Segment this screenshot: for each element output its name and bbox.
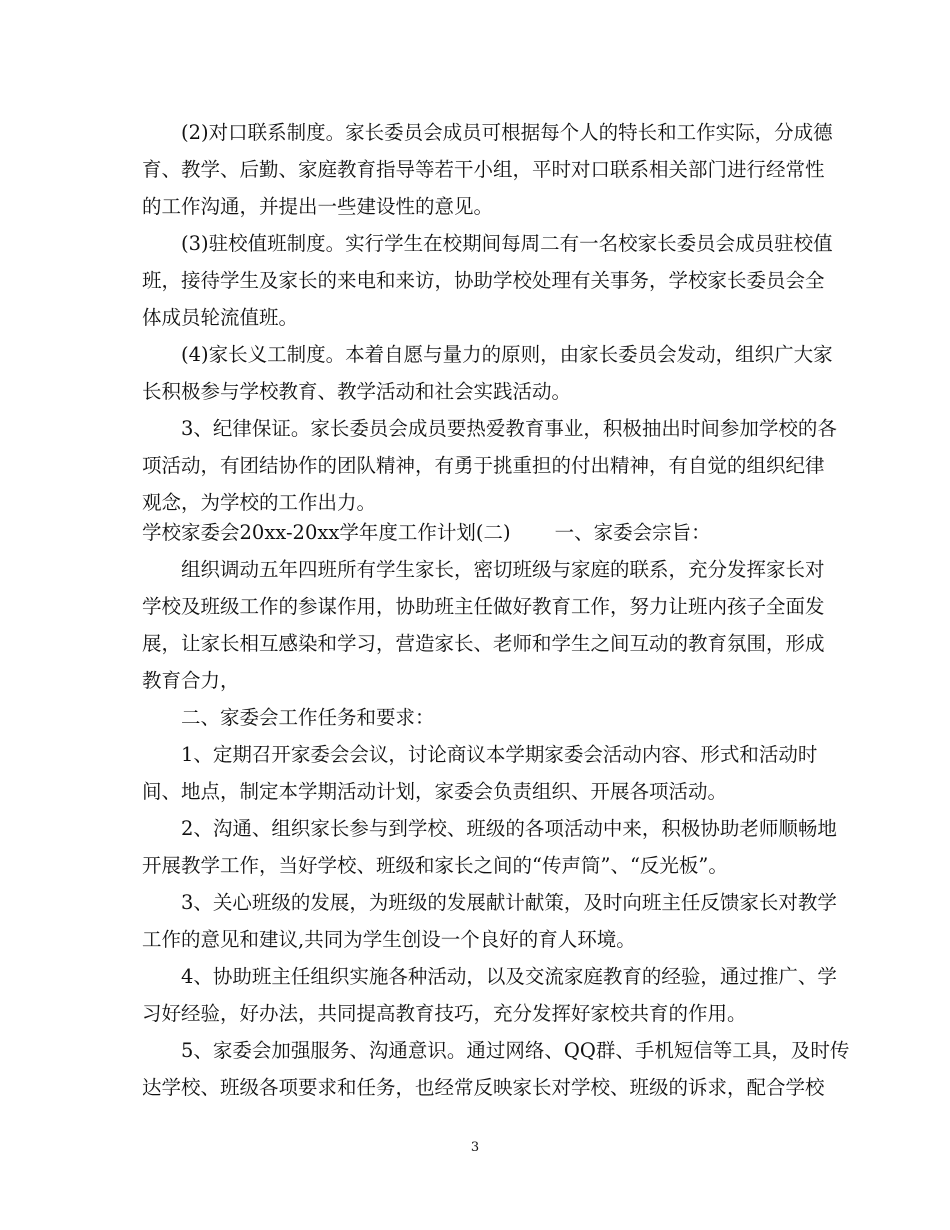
text-line: 4、协助班主任组织实施各种活动，以及交流家庭教育的经验，通过推广、学 [181, 965, 837, 988]
text-line: 的工作沟通，并提出一些建设性的意见。 [142, 195, 494, 218]
paragraph-task-4 [142, 958, 837, 1032]
text-line: 二、家委会工作任务和要求： [181, 706, 435, 729]
paragraph-purpose [142, 551, 825, 699]
text-line: 间、地点，制定本学期活动计划，家委会负责组织、开展各项活动。 [142, 780, 728, 803]
text-line: 学校及班级工作的参谋作用，协助班主任做好教育工作，努力让班内孩子全面发 [142, 595, 825, 618]
section-heading-purpose: 一、家委会宗旨： [554, 521, 711, 544]
text-line: 达学校、班级各项要求和任务，也经常反映家长对学校、班级的诉求，配合学校 [142, 1076, 825, 1099]
text-line: 2、沟通、组织家长参与到学校、班级的各项活动中来，积极协助老师顺畅地 [181, 817, 837, 840]
text-line: 1、定期召开家委会会议，讨论商议本学期家委会活动内容、形式和活动时 [181, 743, 818, 766]
text-line: 3、关心班级的发展，为班级的发展献计献策，及时向班主任反馈家长对教学 [181, 891, 837, 914]
text-line: 育、教学、后勤、家庭教育指导等若干小组，平时对口联系相关部门进行经常性 [142, 158, 825, 181]
text-line: 展，让家长相互感染和学习，营造家长、老师和学生之间互动的教育氛围，形成 [142, 632, 825, 655]
text-line: (4)家长义工制度。本着自愿与量力的原则，由家长委员会发动，组织广大家 [181, 343, 833, 366]
text-line: 观念，为学校的工作出力。 [142, 491, 377, 514]
text-line: (3)驻校值班制度。实行学生在校期间每周二有一名校家长委员会成员驻校值 [181, 232, 833, 255]
text-line: 组织调动五年四班所有学生家长，密切班级与家庭的联系，充分发挥家长对 [181, 558, 825, 581]
plan-title: 学校家委会20xx-20xx学年度工作计划(二) [142, 521, 511, 544]
paragraph-task-1 [142, 736, 818, 810]
text-line: 班，接待学生及家长的来电和来访，协助学校处理有关事务，学校家长委员会全 [142, 269, 825, 292]
text-line: 习好经验，好办法，共同提高教育技巧，充分发挥好家校共育的作用。 [142, 1002, 747, 1025]
text-line: (2)对口联系制度。家长委员会成员可根据每个人的特长和工作实际，分成德 [181, 121, 833, 144]
text-line: 工作的意见和建议,共同为学生创设一个良好的育人环境。 [142, 928, 636, 951]
paragraph-discipline [142, 410, 837, 521]
text-line: 5、家委会加强服务、沟通意识。通过网络、QQ群、手机短信等工具，及时传 [181, 1039, 850, 1062]
page-number: 3 [470, 1140, 480, 1155]
paragraph-task-2 [142, 810, 837, 884]
text-line: 开展教学工作，当好学校、班级和家长之间的“传声筒”、“反光板”。 [142, 854, 728, 877]
text-line: 体成员轮流值班。 [142, 306, 299, 329]
text-line: 3、纪律保证。家长委员会成员要热爱教育事业，积极抽出时间参加学校的各 [181, 417, 837, 440]
paragraph-task-3 [142, 884, 837, 958]
paragraph-task-5 [142, 1032, 850, 1106]
paragraph-liaison-system [142, 114, 833, 225]
paragraph-duty-system [142, 225, 833, 336]
section-heading-tasks [142, 699, 810, 736]
text-line: 长积极参与学校教育、教学活动和社会实践活动。 [142, 380, 572, 403]
text-line: 教育合力， [142, 669, 240, 692]
text-line: 项活动，有团结协作的团队精神，有勇于挑重担的付出精神，有自觉的组织纪律 [142, 454, 825, 477]
plan-heading [142, 514, 842, 551]
paragraph-volunteer-system [142, 336, 833, 410]
